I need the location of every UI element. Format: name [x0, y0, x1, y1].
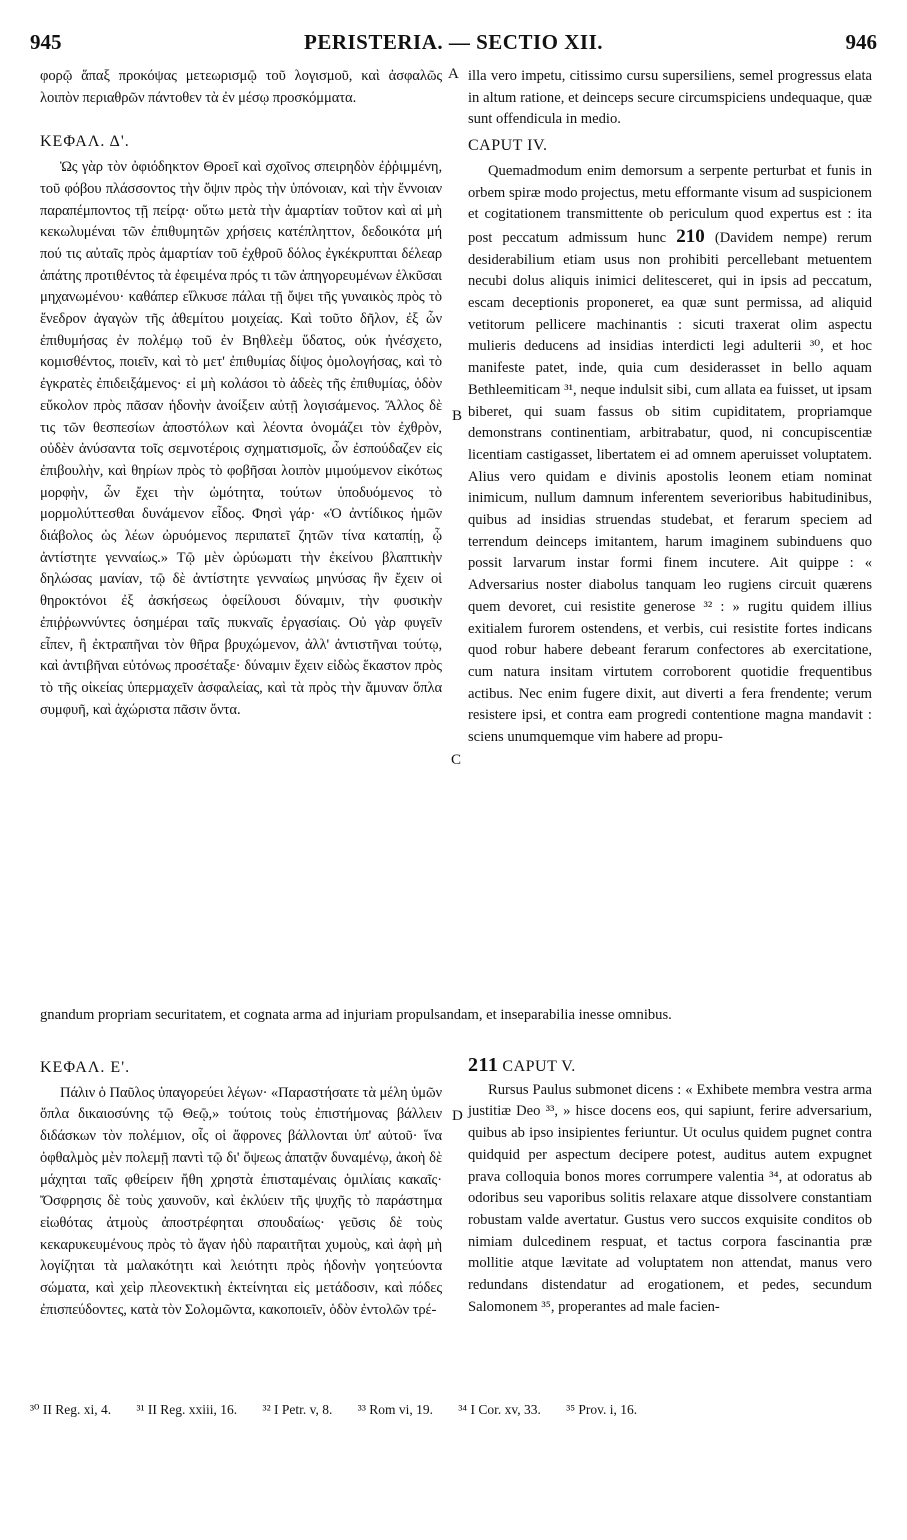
page-header: [30, 30, 877, 58]
greek-chapter-4-heading: ΚΕΦΑΛ. Δ'.: [40, 133, 130, 151]
latin-chapter-4-heading: CAPUT IV.: [468, 137, 548, 155]
latin-chapter-5-text: Rursus Paulus submonet dicens : « Exhibete membra vestra arma justitiæ Deo ³³, » hisce docens eos, qui sapiunt, ferire adversarium, quibus ab ipso insipientes feriuntur. Ut oculus quidem pugnet contra quidquid per aspectum decipere potest, auditus autem expugnet prava colloquia bonos mores corrumpere valentia ³⁴, at odoratus ab odoribus seu vaporibus solitis relaxare atque dissolvere constantiam robustam valde avertatur. Gustus vero succos exquisite conditos ob nimiam dulcedinem respuat, et tactus corpora fascinantia præ mollitie atque lævitate ad voluptatem non attendat, manus vero redundans distendatur ad erogationem, et pedes, secundum Salomonem ³⁵, properantes ad male facien-: [468, 1081, 872, 1315]
footnote: ³² I Petr. v, 8.: [262, 1402, 333, 1417]
latin-column-top: [468, 66, 872, 749]
footnote: ³⁴ I Cor. xv, 33.: [458, 1402, 541, 1417]
footnote: ³⁰ II Reg. xi, 4.: [30, 1402, 112, 1417]
column-number-210: 210: [676, 225, 705, 247]
latin-intro-text: illa vero impetu, citissimo cursu supersiliens, semel progressus elata in altum ratione, et deinceps secure circumspiciens undequaque, quæ sunt offendicula in medio.: [468, 68, 872, 128]
latin-chapter-4-text-b: (Davidem nempe) rerum desiderabilium etiam usus non prohibiti percellebant metuentem necubi dolus aliquis inimici delitesceret, qui in ipsis ad peccatum, escam deceptionis proponeret, ea quæ sunt permissa, ad aliquid vetitorum pellicere machinantis : sicuti traxerat olim aspectu mulieris deducens ad insidias interdicti legi adulterii ³⁰, et hoc manifeste patet, inde, quia cum desiderasset in bello aquam Bethleemiticam ³¹, neque indulsit sibi, cum allata ea fuisset, ut ipsam biberet, qui suam fassus ob sitim cupiditatem, propriamque demonstrans continentiam, arbitrabatur, quod, ni concupiscentiæ licentiam castigasset, libertatem ei ad omnem aperuisset voluptatem. Alius vero quidam e divinis apostolis leonem etiam nominat inimicum, nullum damnum inferentem severioribus habitudinibus, quibus ad insidias struendas studebat, et ferarum speciem ad terrendum deinceps imitantem, harum imaginem subinduens quo possit larvarum instar formi finem incutere. Ait quippe : « Adversarius noster diabolus tanquam leo rugiens circuit quærens quem devoret, cui resistite generose ³² : » rugitu quidem illius exitialem furorem ostendens, et verbis, cui resistite fortes indicans quod robur habere debeant ferarum confectores ab exercitatione, cum natura insitam virtutem corroborent quotidie frequentibus actibus. Nec enim fugere dixit, aut diverti a fera frendente; verum resistere ipsi, et contra eam progredi contentione magna mandavit : sciens unumquemque vim habere ad propu-: [468, 229, 872, 746]
latin-column-bottom: [468, 1055, 872, 1318]
margin-marker-b: B: [452, 408, 463, 424]
page-number-right: 946: [845, 30, 877, 54]
column-number-211: 211: [468, 1054, 499, 1076]
greek-chapter-5-text: Πάλιν ὁ Παῦλος ὑπαγορεύει λέγων· «Παραστήσατε τὰ μέλη ὑμῶν ὅπλα δικαιοσύνης τῷ Θεῷ,» τούτοις τοὺς ἐπιστήμονας βάλλειν διδάσκων τὸν πολέμιον, οἷς οἱ ἄφρονες βάλλονται ὑπ' αὐτοῦ· ἵνα ὀφθαλμὸς μὲν πολεμῇ παντὶ τῷ δι' ὄψεως ἀπατᾷν δυναμένῳ, ἀκοὴ δὲ μάχηται ταῖς φθείρειν ἤθη χρηστὰ ἐπισταμέναις ὁμιλίαις κακαῖς· Ὄσφρησις δὲ τοὺς χαυνοῦν, καὶ ἐκλύειν τῆς ψυχῆς τὸ παράστημα εἰωθότας ἀτμοὺς ἀποστρέφηται σπουδαίως· γεῦσις δὲ τοὺς κεκαρυκευμένους πρὸς τὸ ἄγαν ἡδὺ παραιτῆται χυμοὺς, καὶ ἁφὴ μὴ λογίζηται τὰ μαλακότητι καὶ λειότητι πρὸς ἡδονὴν γοητεύοντα σώματα, καὶ χεὶρ πλεονεκτικὴ ἐκτείνηται εἰς μετάδοσιν, καὶ πόδες ἐπισπεύδοντες, κατὰ τὸν Σολομῶντα, κακοποιεῖν, ὁδὸν ἐντολῶν τρέ-: [40, 1084, 442, 1318]
margin-marker-c: C: [451, 752, 462, 768]
margin-marker-a: A: [448, 66, 459, 82]
footnote: ³¹ II Reg. xxiii, 16.: [136, 1402, 238, 1417]
footnote: ³³ Rom vi, 19.: [357, 1402, 433, 1417]
greek-intro-text: φορῷ ἅπαξ προκόψας μετεωρισμῷ τοῦ λογισμοῦ, καὶ ἀσφαλῶς λοιπὸν περιαθρῶν πάντοθεν τὰ ἐν μέσῳ προσκόμματα.: [40, 68, 442, 106]
greek-chapter-5-heading: ΚΕΦΑΛ. Ε'.: [40, 1059, 131, 1076]
latin-chapter-5-heading: [468, 1055, 872, 1078]
greek-column-bottom: [40, 1057, 442, 1321]
footnotes: [30, 1400, 877, 1420]
greek-column-top: [40, 66, 442, 721]
footnote: ³⁵ Prov. i, 16.: [566, 1402, 638, 1417]
running-title: PERISTERIA. — SECTIO XII.: [304, 30, 603, 54]
margin-marker-d: D: [452, 1108, 463, 1124]
page-number-left: 945: [30, 30, 62, 54]
latin-chapter-4-text: [468, 161, 872, 749]
full-width-continuation: gnandum propriam securitatem, et cognata arma ad injuriam propulsandam, et inseparabilia inesse omnibus.: [40, 1007, 672, 1023]
latin-chapter-5-title: CAPUT V.: [502, 1058, 576, 1075]
greek-chapter-4-text: Ὡς γὰρ τὸν ὀφιόδηκτον Θροεῖ καὶ σχοῖνος σπειρηδὸν ἐῤῥιμμένη, τοῦ φόβου πλάσσοντος τὴν ὄψιν πρὸς τὴν ὑπόνοιαν, καὶ τὴν ἔννοιαν παραπέμποντος τῇ πείρᾳ· οὕτω μετὰ τὴν ἁμαρτίαν τοῦτον καὶ αἱ μὴ κεκωλυμέναι τῶν ἐπιθυμητῶν χρήσεις κατέπληττον, δεδοικότα μή πού τις αὐταῖς πρὸς ἁμαρτίαν τοῦ ἐχθροῦ δόλος ἐγκέκρυπται δέλεαρ ἀπάτης προτιθέντος τὰ ἐφειμένα πρός τι τῶν ἀπηγορευμένων ἑλκῦσαι μηχανωμένου· καθάπερ εἵλκυσε πάλαι τῇ ὄψει τῆς γυναικὸς πρὸς τὸ ἔνεδρον ἀγαγὼν τῆς ἀθεμίτου μοιχείας. Καὶ τοῦτο δῆλον, ἐξ ὧν ἐπιθυμήσας ἐν πολέμῳ τοῦ ἐν Βηθλεὲμ ὕδατος, οὐκ ἠνέσχετο, κομισθέντος, ποιεῖν, καὶ τὸ μετ' ἐπιθυμίας δίψος ὁμολογήσας, καὶ τὸ ἐγκρατὲς ἐπιδειξάμενος· εἰ μὴ κολάσοι τὸ ἀδεὲς τῆς ἐπιθυμίας, ὁδὸν εὔκολον πρὸς πᾶσαν ἡδονὴν ἀνοίξειν αὐτῇ λογισάμενος. Ἄλλος δὲ τις τῶν θεσπεσίων ἀποστόλων καὶ λέοντα ὀνομάζει τὸν ἐχθρὸν, οὐδὲν ἀνύσαντα τοῖς σεμνοτέροις σχηματισμοῖς, ὧν ἐσπούδαζεν εἰς ἐπιβουλὴν, καὶ θηρίων πρὸς τὸ φοβῆσαι λοιπὸν μιμούμενον εἰκότως μορφὴν, ὧν ἔχει τὴν ὠμότητα, τούτων ὑποδυόμενος τὸ μορμολύττεσθαι δυνάμενον εἶδος. Φησὶ γάρ· «Ὁ ἀντίδικος ἡμῶν διάβολος ὡς λέων ὠρυόμενος περιπατεῖ ζητῶν τίνα καταπίῃ, ᾧ ἀντίστητε γενναίως.» Τῷ μὲν ὠρύωματι τὴν ἐκείνου βλαπτικὴν δηλώσας μανίαν, τῷ δὲ ἀντίστητε γενναίως μηνύσας ἣν ἔχειν οἱ θηροκτόνοι ἐξ ἀσκήσεως ὀφείλουσι δύναμιν, τὴν φυσικὴν ἐπιῤῥωννύντες ὁσημέραι ταῖς πυκναῖς ἐργασίαις. Οὐ γὰρ φυγεῖν εἶπεν, ἢ ἐκτραπῆναι τὸν θῆρα βρυχώμενον, ἀλλ' ἀντιστῆναι τούτῳ, καὶ ἀντιβῆναι εὐτόνως προσέταξε· δύναμιν ἔχειν εἰδὼς ἕκαστον πρὸς τὸ τῆς οἰκείας ὑπερμαχεῖν ἀσφαλείας, καὶ τὰ πρὸς τὴν ἄμυναν ὅπλα συμφυῆ, καὶ ἀχώριστα πᾶσιν ὄντα.: [40, 159, 442, 718]
latin-chapter-4-text-a: Quemadmodum enim demorsum a serpente perturbat et funis in orbem spiræ modo projectus, metu efformante visum ad suspicionem et cogitationem transmittente ob periculum quod expertus est : ita post peccatum admissum hunc: [468, 162, 872, 246]
